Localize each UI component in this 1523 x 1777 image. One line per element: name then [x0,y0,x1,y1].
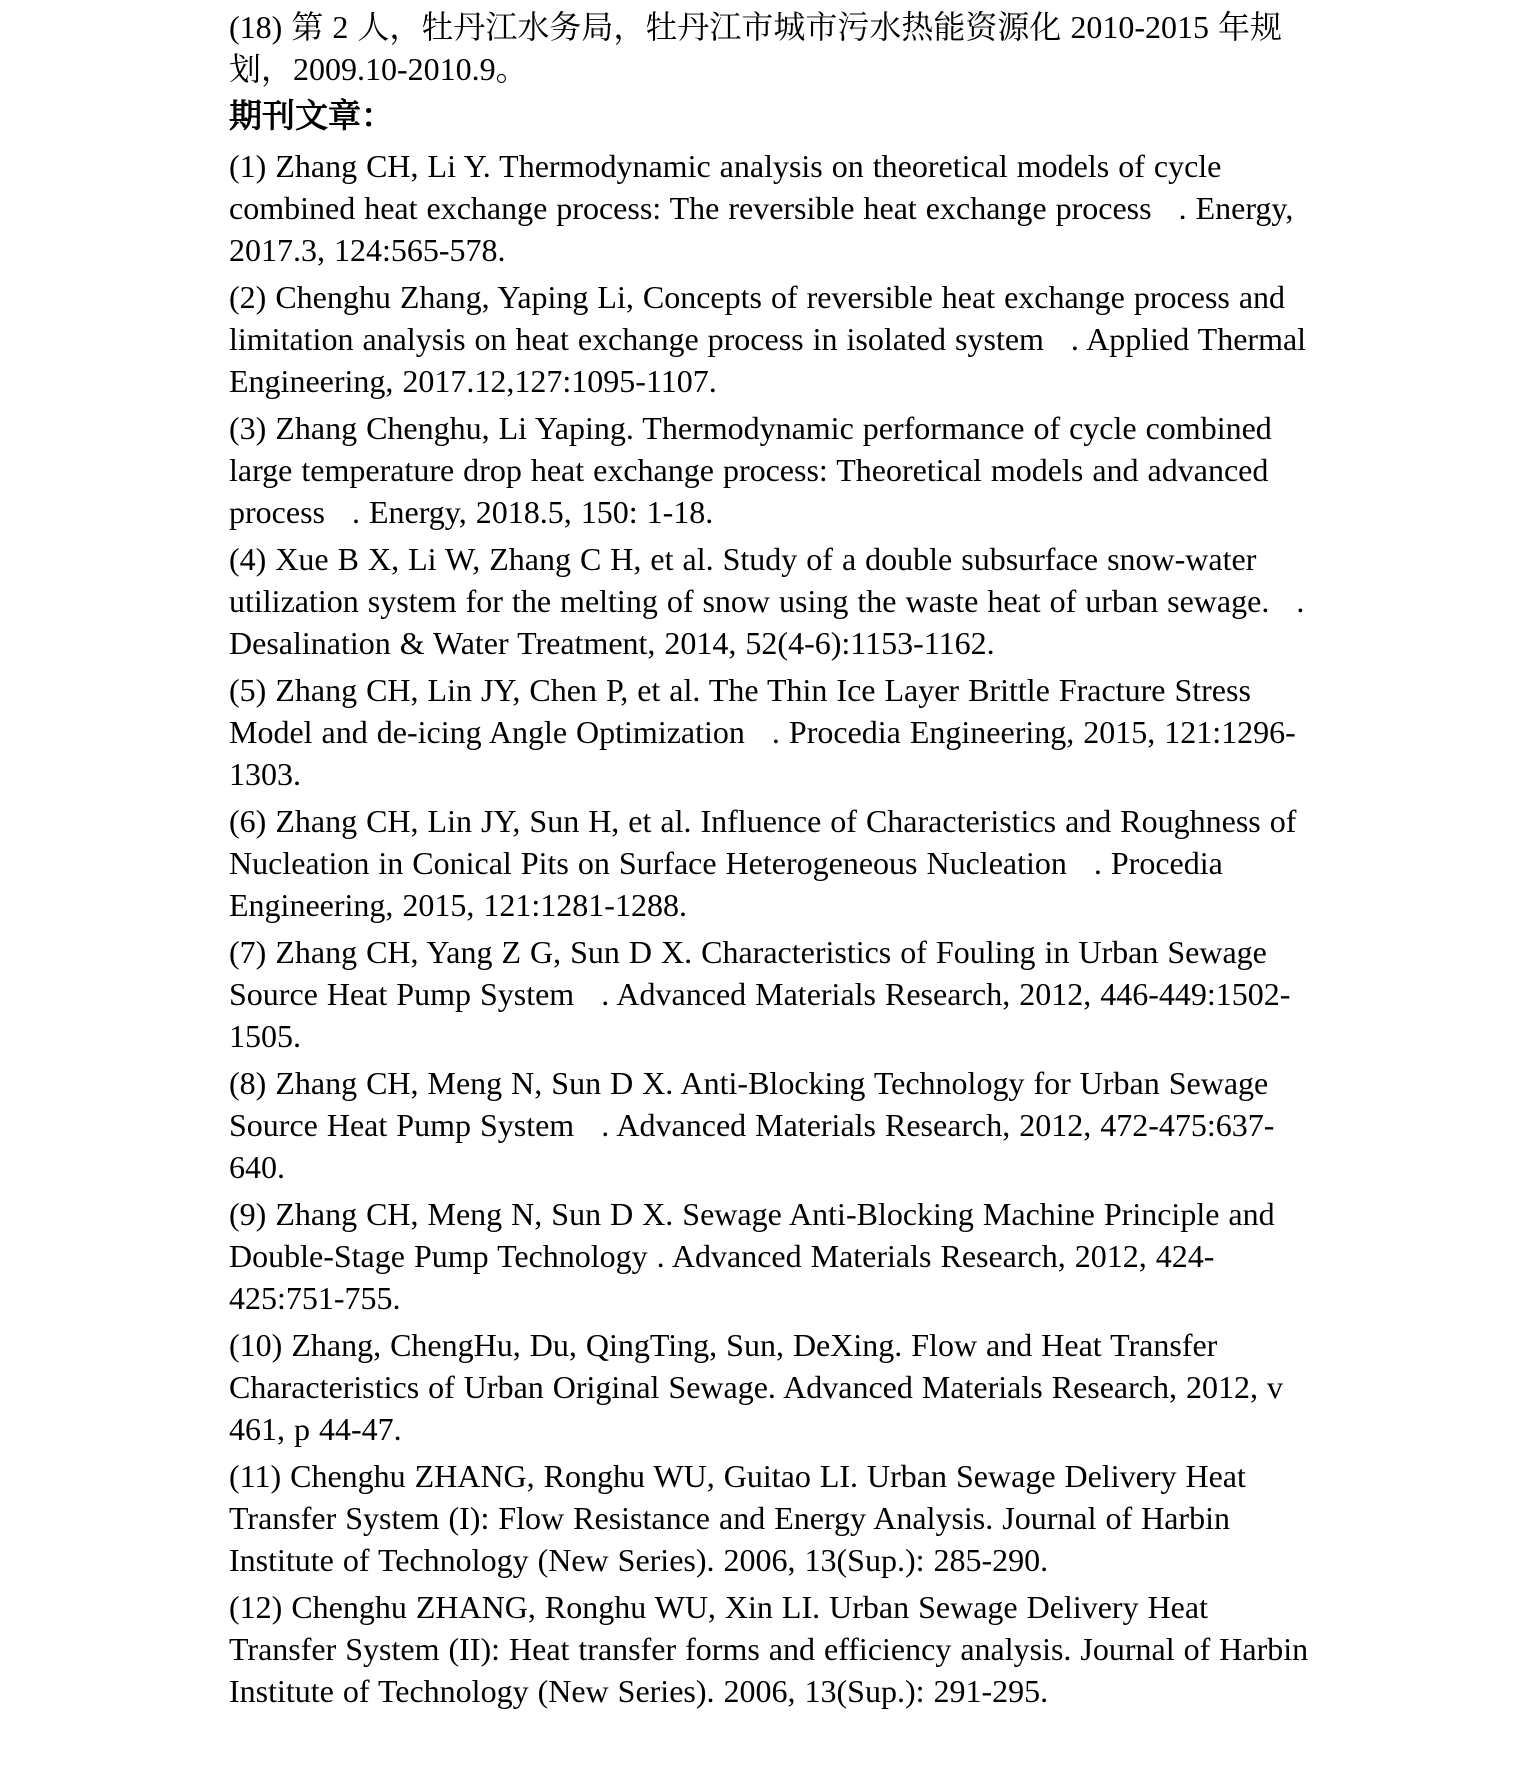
journal-article-4: (4) Xue B X, Li W, Zhang C H, et al. Study of a double subsurface snow-water utilization system for the melting of snow using the waste heat of urban sewage. . Desalination & Water Treatment, 2014, 52(4-6):1153-1162. [229,541,1314,661]
journal-article-10: (10) Zhang, ChengHu, Du, QingTing, Sun, DeXing. Flow and Heat Transfer Characteristics of Urban Original Sewage. Advanced Materials Research, 2012, v 461, p 44-47. [229,1327,1292,1447]
journal-article-11: (11) Chenghu ZHANG, Ronghu WU, Guitao LI. Urban Sewage Delivery Heat Transfer System (I): Flow Resistance and Energy Analysis. Journal of Harbin Institute of Technology (New Series). 2006, 13(Sup.): 285-290. [229,1458,1255,1578]
journal-article-2: (2) Chenghu Zhang, Yaping Li, Concepts of reversible heat exchange process and limitation analysis on heat exchange process in isolated system . Applied Thermal Engineering, 2017.12,127:1095-1107. [229,279,1316,399]
journal-article-8: (8) Zhang CH, Meng N, Sun D X. Anti-Blocking Technology for Urban Sewage Source Heat Pump System . Advanced Materials Research, 2012, 472-475:637-640. [229,1065,1278,1185]
journal-article-7: (7) Zhang CH, Yang Z G, Sun D X. Characteristics of Fouling in Urban Sewage Source Heat Pump System . Advanced Materials Research, 2012, 446-449:1502-1505. [229,934,1291,1054]
section-heading-journal-articles: 期刊文章： [229,99,394,135]
journal-article-6: (6) Zhang CH, Lin JY, Sun H, et al. Influence of Characteristics and Roughness of Nucleation in Conical Pits on Surface Heterogeneous Nucleation . Procedia Engineering, 2015, 121:1281-1288. [229,803,1306,923]
journal-article-12: (12) Chenghu ZHANG, Ronghu WU, Xin LI. Urban Sewage Delivery Heat Transfer System (II): Heat transfer forms and efficiency analysis. Journal of Harbin Institute of Technology (New Series). 2006, 13(Sup.): 291-295. [229,1589,1318,1709]
journal-article-5: (5) Zhang CH, Lin JY, Chen P, et al. The Thin Ice Layer Brittle Fracture Stress Model and de-icing Angle Optimization . Procedia Engineering, 2015, 121:1296-1303. [229,672,1296,792]
document-content [229,6,1318,1717]
reference-item-18: (18) 第 2 人，牡丹江水务局，牡丹江市城市污水热能资源化 2010-2015 年规划，2009.10-2010.9。 [229,9,1282,87]
journal-article-3: (3) Zhang Chenghu, Li Yaping. Thermodynamic performance of cycle combined large temperature drop heat exchange process: Theoretical models and advanced process . Energy, 2018.5, 150: 1-18. [229,410,1281,530]
journal-article-9: (9) Zhang CH, Meng N, Sun D X. Sewage Anti-Blocking Machine Principle and Double-Stage Pump Technology . Advanced Materials Research, 2012, 424-425:751-755. [229,1196,1284,1316]
journal-article-1: (1) Zhang CH, Li Y. Thermodynamic analysis on theoretical models of cycle combined heat exchange process: The reversible heat exchange process . Energy, 2017.3, 124:565-578. [229,148,1303,268]
